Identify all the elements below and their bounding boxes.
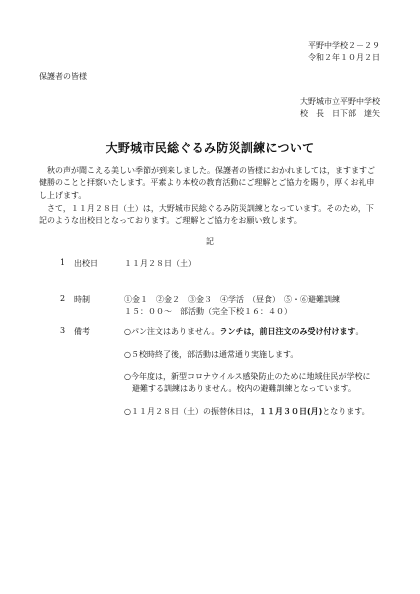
greeting-paragraph: 秋の声が聞こえる美しい季節が到来しました。保護者の皆様におかれましては，ますますご健勝のことと拝察いたします。平素より本校の教育活動にご理解とご協力を賜り，厚くお礼申し上げます。 (39, 166, 375, 200)
item-value: １１月２８日（土） (124, 259, 196, 268)
remark-lunch-emphasis: ランチは，前日注文のみ受け付けます (219, 327, 356, 336)
document-title: 大野城市民総ぐるみ防災訓練について (105, 141, 315, 155)
sender-school: 大野城市立平野中学校 (300, 97, 380, 106)
remark-substitute-holiday (124, 406, 370, 419)
schedule-club-activity: １５：００～ 部活動（完全下校１６：４０） (124, 307, 292, 316)
item-label: 出校日 (74, 259, 98, 268)
ki-heading: 記 (206, 237, 214, 246)
item-number: 2 (60, 294, 66, 303)
document-number: 平野中学校２－２９ (308, 41, 380, 50)
recipient: 保護者の皆様 (39, 72, 87, 81)
schedule-periods: ①金１ ②金２ ③金３ ④学活 （昼食） ⑤・⑥避難訓練 (124, 295, 340, 304)
item-label: 備考 (74, 327, 90, 336)
sender-principal: 校 長 日下部 達矢 (300, 109, 380, 118)
remark-holiday-end: となります。 (322, 407, 370, 416)
remark-club-activity: ○５校時終了後，部活動は通常通り実施します。 (124, 350, 299, 359)
remark-holiday-text: ○１１月２８日（土）の振替休日は， (124, 407, 259, 416)
remark-lunch (124, 326, 363, 339)
remark-lunch-end: 。 (355, 327, 364, 336)
remark-evacuation-line1: ○今年度は，新型コロナウイルス感染防止のために地域住民が学校に (124, 372, 371, 381)
document-date: 令和２年１０月２日 (308, 53, 380, 62)
item-number: 3 (60, 326, 66, 335)
remark-holiday-date: １１月３０日(月) (258, 407, 323, 416)
remark-lunch-text: ○パン注文はありません。 (124, 327, 220, 336)
notice-paragraph: さて，１１月２８日（土）は，大野城市民総ぐるみ防災訓練となっています。そのため，下記のような出校日となっております。ご理解とご協力をお願い致します。 (39, 204, 374, 226)
item-label: 時制 (74, 295, 90, 304)
remark-evacuation-line2: 避難する訓練はありません。校内の避難訓練となっています。 (132, 384, 356, 393)
item-number: 1 (60, 258, 66, 267)
